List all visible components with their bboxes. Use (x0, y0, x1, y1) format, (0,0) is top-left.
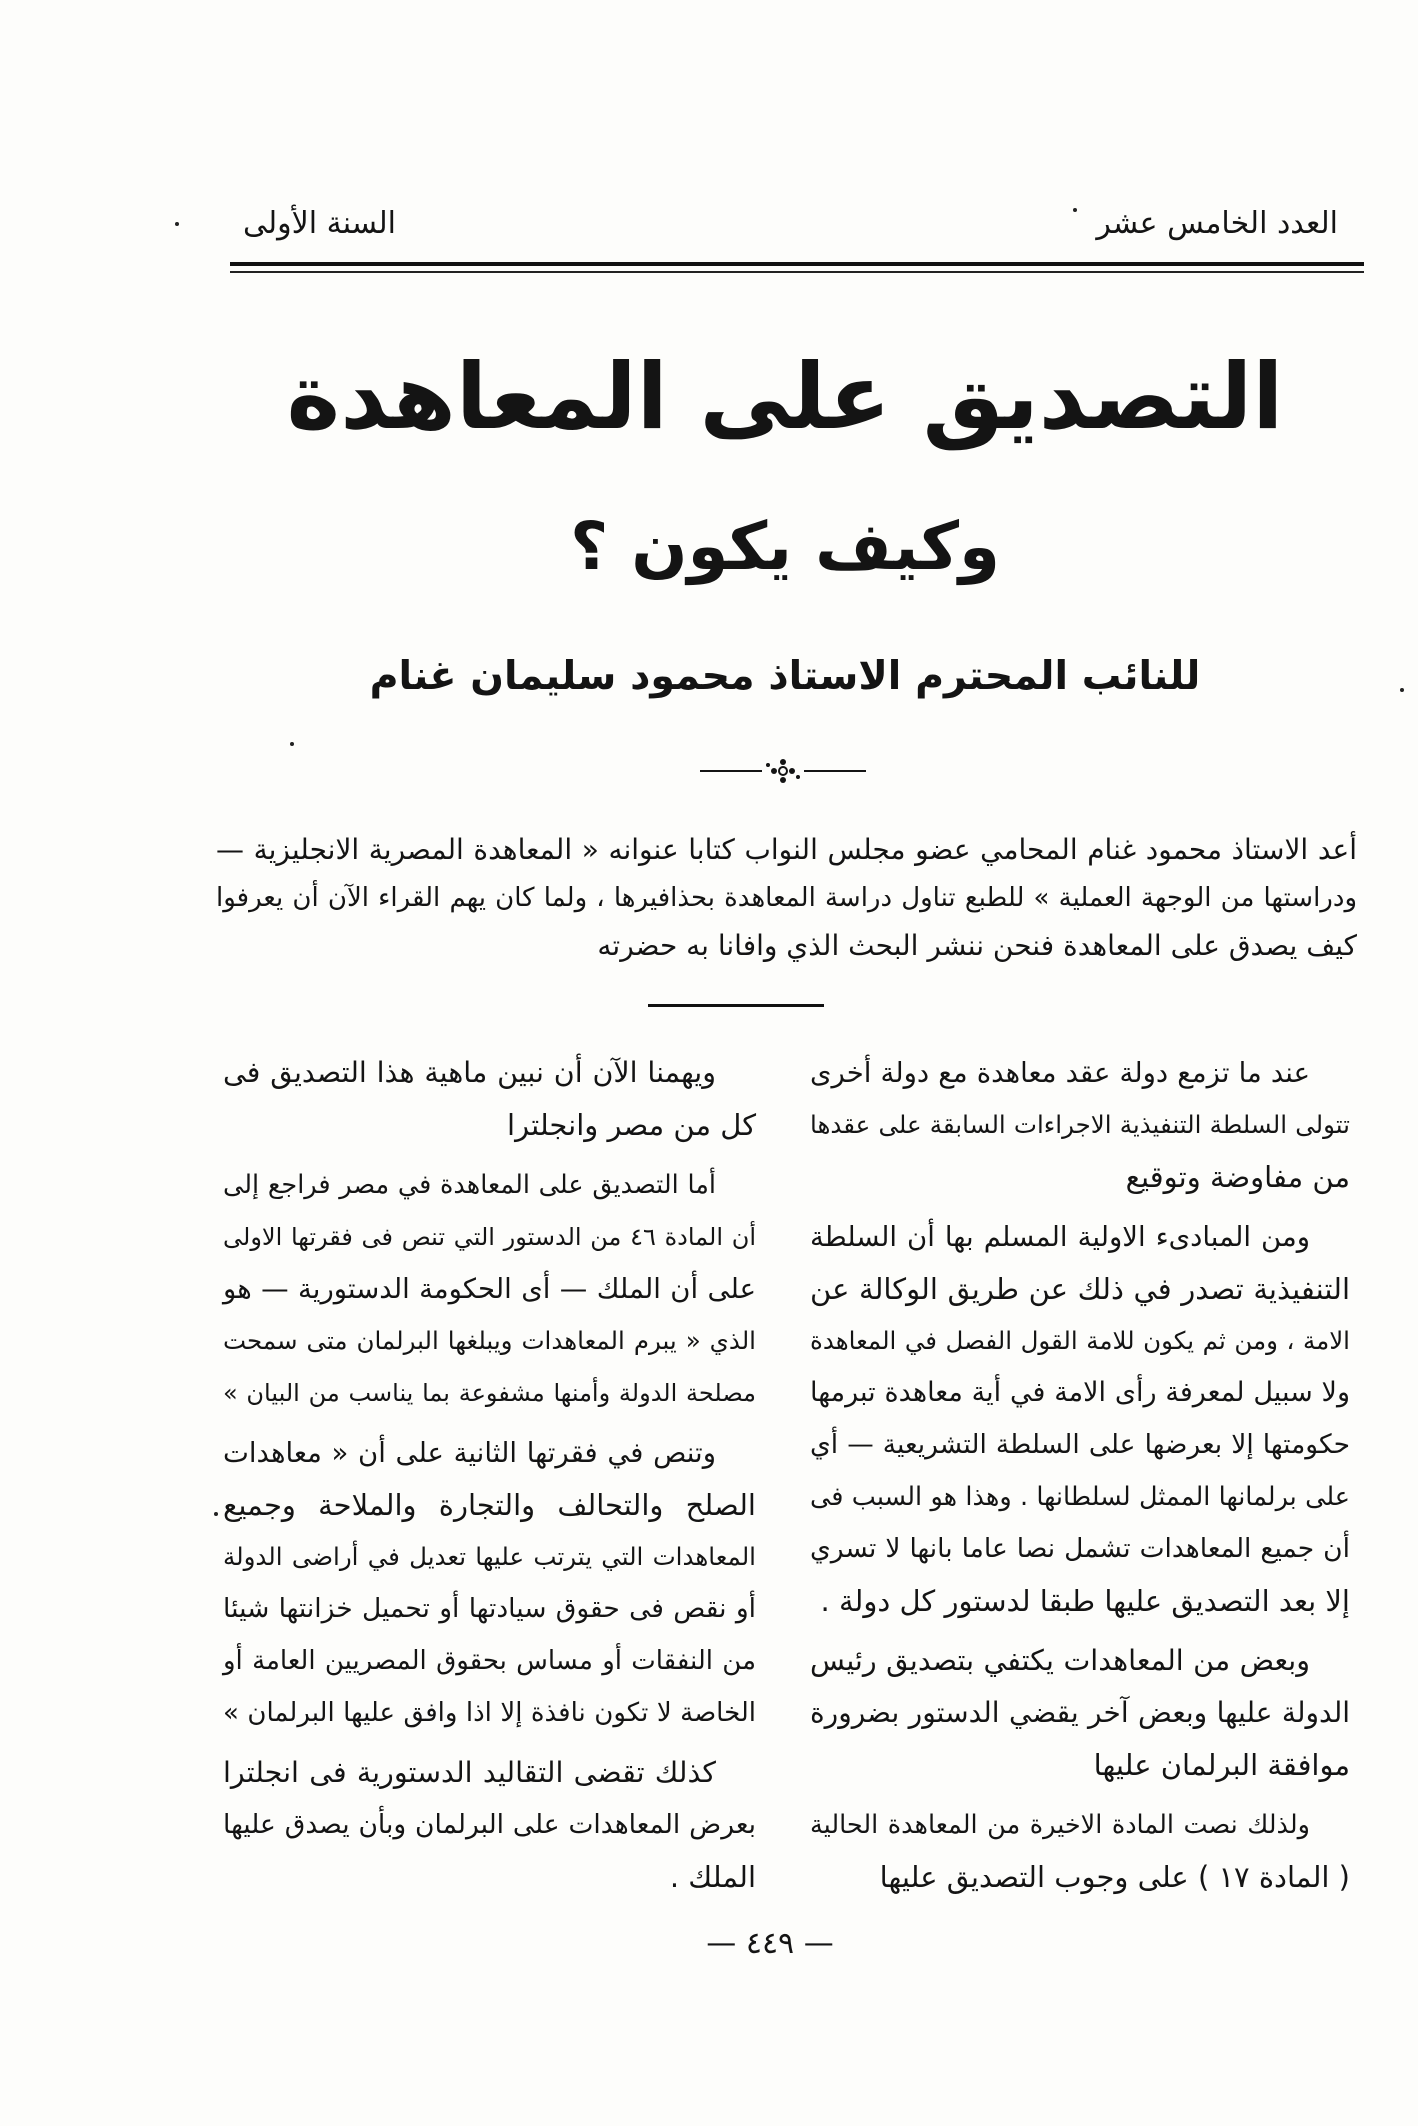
paragraph-line: ولا سبيل لمعرفة رأى الامة في أية معاهدة تبرمها (810, 1377, 1350, 1408)
paragraph-line: الصلح والتحالف والتجارة والملاحة وجميع (223, 1488, 756, 1522)
scan-speck (1073, 208, 1077, 212)
paragraph-line: مصلحة الدولة وأمنها مشفوعة بما يناسب من البيان » (223, 1379, 756, 1407)
paragraph-line: وبعض من المعاهدات يكتفي بتصديق رئيس (810, 1644, 1310, 1677)
paragraph (810, 1799, 1350, 1903)
paragraph-line: وتنص في فقرتها الثانية على أن « معاهدات (223, 1437, 716, 1469)
paragraph-line: تتولى السلطة التنفيذية الاجراءات السابقة على عقدها (810, 1110, 1350, 1139)
paragraph-line: إلا بعد التصديق عليها طبقا لدستور كل دولة . (820, 1584, 1350, 1618)
paragraph-line: كل من مصر وانجلترا (507, 1108, 756, 1142)
intro-line: كيف يصدق على المعاهدة فنحن ننشر البحث الذي وافانا به حضرته (597, 929, 1357, 962)
paragraph (223, 1747, 756, 1903)
header-rule (230, 262, 1364, 266)
header-rule-thin (230, 271, 1364, 273)
paragraph-line: على أن الملك — أى الحكومة الدستورية — هو (223, 1273, 756, 1305)
paragraph-line: الخاصة لا تكون نافذة إلا اذا وافق عليها البرلمان » (223, 1698, 756, 1728)
paragraph-line: الذي « يبرم المعاهدات ويبلغها البرلمان متى سمحت (223, 1326, 756, 1355)
paragraph-line: أما التصديق على المعاهدة في مصر فراجع إلى (223, 1170, 716, 1200)
paragraph-line: المعاهدات التي يترتب عليها تعديل في أراضى الدولة (223, 1542, 756, 1571)
paragraph-line: الامة ، ومن ثم يكون للامة القول الفصل في المعاهدة (810, 1326, 1350, 1355)
paragraph-line: ولذلك نصت المادة الاخيرة من المعاهدة الحالية (810, 1810, 1310, 1840)
right-column (810, 1047, 1350, 1903)
scan-speck (290, 742, 294, 746)
paragraph-line: كذلك تقضى التقاليد الدستورية فى انجلترا (223, 1756, 716, 1789)
paragraph-line: أو نقص فى حقوق سيادتها أو تحميل خزانتها شيئا (223, 1593, 756, 1624)
volume-year: السنة الأولى (243, 206, 396, 241)
issue-number: العدد الخامس عشر (1096, 206, 1338, 241)
paragraph (810, 1047, 1350, 1203)
scan-speck (175, 222, 179, 226)
paragraph-line: الملك . (669, 1860, 756, 1894)
paragraph (810, 1211, 1350, 1627)
paragraph-line: بعرض المعاهدات على البرلمان وبأن يصدق عليها (223, 1809, 756, 1840)
article-title: التصديق على المعاهدة (286, 345, 1284, 450)
article-subtitle: وكيف يكون ؟ (569, 508, 1001, 585)
left-column (223, 1047, 756, 1903)
paragraph (223, 1047, 756, 1151)
paragraph-line: ويهمنا الآن أن نبين ماهية هذا التصديق فى (223, 1056, 716, 1089)
paragraph-line: على برلمانها الممثل لسلطانها . وهذا هو السبب فى (810, 1482, 1350, 1512)
paragraph (223, 1427, 756, 1739)
article-byline: للنائب المحترم الاستاذ محمود سليمان غنام (369, 653, 1201, 699)
intro-line: أعد الاستاذ محمود غنام المحامي عضو مجلس النواب كتابا عنوانه « المعاهدة المصرية الانجليزية — (216, 833, 1357, 866)
intro-line: ودراستها من الوجهة العملية » للطبع تناول دراسة المعاهدة بحذافيرها ، ولما كان يهم القراء الآن أن يعرفوا (216, 883, 1357, 913)
paragraph (223, 1159, 756, 1419)
paragraph-line: التنفيذية تصدر في ذلك عن طريق الوكالة عن (810, 1272, 1350, 1306)
scan-speck (214, 1512, 218, 1516)
paragraph-line: من مفاوضة وتوقيع (1125, 1160, 1350, 1194)
ornament-divider (700, 756, 866, 786)
intro-paragraph (216, 826, 1357, 970)
page-number: — ٤٤٩ — (706, 1926, 834, 1961)
paragraph-line: عند ما تزمع دولة عقد معاهدة مع دولة أخرى (810, 1057, 1310, 1089)
scan-speck (1400, 688, 1404, 692)
paragraph-line: أن المادة ٤٦ من الدستور التي تنص فى فقرتها الاولى (223, 1223, 756, 1251)
paragraph-line: ( المادة ١٧ ) على وجوب التصديق عليها (879, 1860, 1350, 1894)
paragraph-line: ومن المبادىء الاولية المسلم بها أن السلطة (810, 1221, 1310, 1253)
paragraph-line: من النفقات أو مساس بحقوق المصريين العامة أو (223, 1646, 756, 1676)
paragraph-line: الدولة عليها وبعض آخر يقضي الدستور بضرورة (810, 1696, 1350, 1729)
paragraph-line: أن جميع المعاهدات تشمل نصا عاما بانها لا تسري (810, 1533, 1350, 1564)
paragraph-line: حكومتها إلا بعرضها على السلطة التشريعية — أي (810, 1429, 1350, 1460)
section-divider (648, 1004, 824, 1007)
paragraph (810, 1635, 1350, 1791)
paragraph-line: موافقة البرلمان عليها (1093, 1748, 1350, 1782)
